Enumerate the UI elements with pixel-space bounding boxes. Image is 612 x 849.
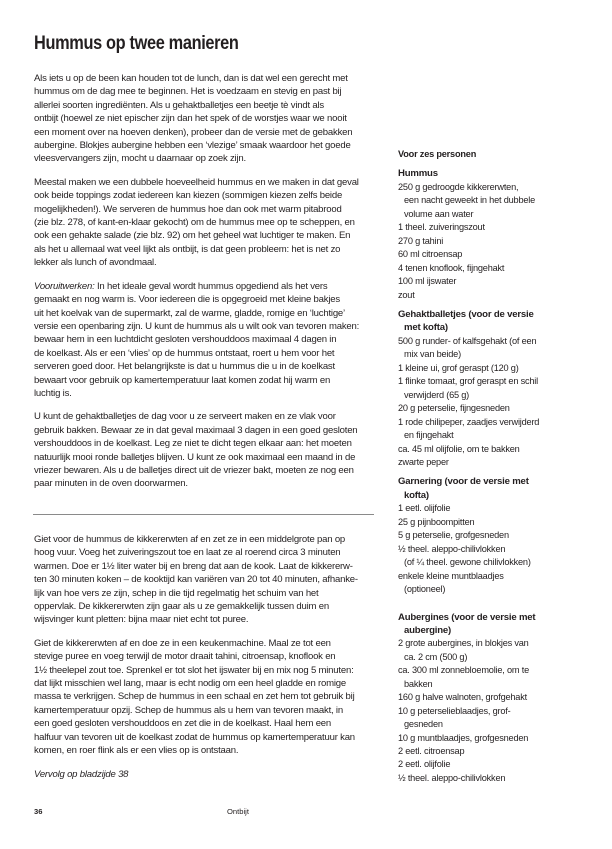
ingredient-item: [398, 570, 598, 597]
ingredient-item: [398, 705, 598, 732]
text-line: vleesvervangers zijn, mocht u daarnaar op zoek zijn.: [34, 153, 246, 165]
ingredient-item: [398, 416, 598, 443]
intro-paragraph: [34, 410, 414, 490]
ingredient-continuation: en fijngehakt: [404, 430, 454, 441]
text-line: gemaakt en nog warm is. Voor iedereen die is opgegroeid met kleine bakjes: [34, 294, 340, 306]
ingredient-text: ½ theel. aleppo-chilivlokken: [398, 543, 506, 554]
ingredient-item: [398, 289, 598, 302]
ingredient-item: [398, 221, 598, 234]
method-step: [34, 533, 414, 627]
title-line: aubergine): [404, 624, 452, 636]
ingredient-item: [398, 664, 598, 691]
ingredient-continuation: verwijderd (65 g): [404, 389, 470, 400]
ingredient-group: [398, 475, 598, 596]
ingredient-group-title: [398, 308, 598, 335]
text-line: Giet de kikkererwten af en doe ze in een keukenmachine. Maal ze tot een: [34, 637, 331, 649]
ingredient-text: zout: [398, 289, 415, 300]
ingredient-text: ½ theel. aleppo-chilivlokken: [398, 772, 506, 783]
ingredient-text: 5 g peterselie, grofgesneden: [398, 530, 509, 541]
ingredient-item: [398, 181, 598, 221]
ingredient-continuation: gesneden: [404, 719, 443, 730]
text-line: wijsvinger kunt pletten: bijna maar niet echt tot puree.: [34, 614, 249, 626]
text-line: oppervlak. De kikkererwten zijn gaar als u ze gemakkelijk tussen duim en: [34, 601, 329, 613]
ingredient-item: [398, 691, 598, 704]
text-line: lijk van hoe vers ze zijn, schep in die tijd regelmatig het schuim van het: [34, 587, 319, 599]
ingredient-item: [398, 262, 598, 275]
text-line: U kunt de gehaktballetjes de dag voor u ze serveert maken en ze vlak voor: [34, 411, 336, 423]
text-line: paar minuten in de oven doorwarmen.: [34, 478, 188, 490]
ingredient-continuation: bakken: [404, 678, 433, 689]
text-line: bewaar hem in een luchtdicht gesloten vershouddoos maximaal 4 dagen in: [34, 334, 337, 346]
ingredient-text: 25 g pijnboompitten: [398, 516, 475, 527]
ingredient-item: [398, 745, 598, 758]
ingredient-continuation: ca. 2 cm (500 g): [404, 651, 468, 662]
lead-in: Vooruitwerken:: [34, 280, 95, 292]
ingredient-item: [398, 375, 598, 402]
ingredient-item: [398, 335, 598, 362]
text-line: uit het koelvak van de supermarkt, zal de warme, gladde, romige en ‘luchtige’: [34, 307, 345, 319]
method-text: [34, 533, 414, 791]
ingredient-groups: [398, 167, 598, 785]
text-line: Als iets u op de been kan houden tot de lunch, dan is dat wel een gerecht met: [34, 73, 348, 84]
text-line: hoog vuur. Voeg het zuiveringszout toe en laat ze al roerend circa 3 minuten: [34, 547, 341, 559]
make-ahead-paragraph: [34, 280, 414, 401]
ingredient-text: 160 g halve walnoten, grofgehakt: [398, 692, 527, 703]
intro-text: [34, 72, 414, 501]
ingredient-item: [398, 543, 598, 570]
ingredient-item: [398, 362, 598, 375]
text-line: versie een openbaring zijn. U kunt de hummus als u wilt ook van tevoren maken:: [34, 320, 360, 332]
title-line: Hummus: [398, 168, 438, 180]
serves-label: Voor zes personen: [398, 149, 477, 159]
ingredient-text: 1 flinke tomaat, grof geraspt en schil: [398, 376, 538, 387]
chapter-name: Ontbijt: [227, 807, 249, 816]
text-line: mogelijkheden!). We serveren de hummus hoe dan ook met warm pitabrood: [34, 203, 342, 215]
ingredient-item: [398, 275, 598, 288]
text-line: vriezer bewaren. Als u de balletjes direct uit de vriezer bakt, moeten ze nog een: [34, 464, 354, 476]
title-line: Gehaktballetjes (voor de versie: [398, 308, 534, 320]
ingredient-text: 10 g peterselieblaadjes, grof-: [398, 705, 511, 716]
ingredient-text: ca. 300 ml zonnebloemolie, om te: [398, 665, 529, 676]
ingredient-text: 20 g peterselie, fijngesneden: [398, 403, 510, 414]
ingredient-text: zwarte peper: [398, 456, 449, 467]
title-line: Garnering (voor de versie met: [398, 476, 529, 488]
ingredient-item: [398, 502, 598, 515]
ingredient-text: 10 g muntblaadjes, grofgesneden: [398, 732, 529, 743]
ingredient-continuation: (of ¼ theel. gewone chilivlokken): [404, 557, 531, 568]
ingredient-group-title: [398, 475, 598, 502]
ingredient-text: 2 eetl. olijfolie: [398, 759, 451, 770]
text-line: luchtig is.: [34, 387, 72, 399]
ingredient-text: 100 ml ijswater: [398, 276, 457, 287]
ingredient-text: 60 ml citroensap: [398, 249, 463, 260]
page-number: 36: [34, 807, 43, 816]
text-line: ontbijt (hoewel ze niet epischer zijn dan het spek of de worstjes waar we nooit: [34, 113, 347, 125]
ingredient-continuation: mix van beide): [404, 349, 461, 360]
text-line: als het u allemaal wat veel lijkt als ontbijt, is dat geen probleem: het is net zo: [34, 243, 341, 255]
ingredient-item: [398, 758, 598, 771]
ingredient-item: [398, 516, 598, 529]
ingredient-item: [398, 402, 598, 415]
text-line: warmen. Doe er 1½ liter water bij en breng dat aan de kook. Laat de kikkererw-: [34, 560, 353, 572]
ingredient-text: 4 tenen knoflook, fijngehakt: [398, 262, 505, 273]
method-step: [34, 637, 414, 758]
ingredient-text: 1 kleine ui, grof geraspt (120 g): [398, 362, 519, 373]
text-line: 1½ theelepel zout toe. Sprenkel er tot slot het ijswater bij en mix nog 5 minuten:: [34, 664, 354, 676]
text-line: halfuur van tevoren uit de koelkast zodat de hummus op kamertemperatuur kan: [34, 731, 355, 743]
ingredient-group: [398, 308, 598, 469]
ingredient-text: 250 g gedroogde kikkererwten,: [398, 181, 519, 192]
ingredient-text: 500 g runder- of kalfsgehakt (of een: [398, 335, 537, 346]
text-line: Giet voor de hummus de kikkererwten af en zet ze in een middelgrote pan op: [34, 534, 346, 545]
text-line: stevige puree en voeg terwijl de motor draait tahini, citroensap, knoflook en: [34, 651, 336, 663]
text-line-rest: In het ideale geval wordt hummus opgediend als het vers: [94, 280, 328, 292]
text-line: gebruik bakken. Bewaar ze in dat geval maximaal 3 dagen in een goed gesloten: [34, 424, 358, 436]
text-line: (zie blz. 278, of kant-en-klaar gekocht) om de hummus mee op te scheppen, en: [34, 217, 355, 229]
ingredient-group: [398, 611, 598, 786]
text-line: [34, 280, 414, 293]
text-line: een goed gesloten vershouddoos en zet die in de koelkast. Haal hem een: [34, 718, 332, 730]
ingredient-group-title: [398, 611, 598, 638]
text-line: een moment over na hoeven denken), probeer dan de versie met de gebakken: [34, 126, 353, 138]
text-line: kamertemperatuur opzij. Schep de hummus als u hem van tevoren maakt, in: [34, 704, 343, 716]
text-line: Meestal maken we een dubbele hoeveelheid hummus en we maken in dat geval: [34, 176, 359, 188]
text-line: allerlei soorten ingrediënten. Als u gehaktballetjes een beetje tè vindt als: [34, 99, 324, 111]
ingredient-item: [398, 443, 598, 456]
text-line: aubergine. Blokjes aubergine hebben een ‘vlezige’ smaak waardoor het goede: [34, 140, 351, 152]
text-line: dat lijkt misschien wel lang, maar is echt nodig om een heel gladde en romige: [34, 678, 347, 690]
ingredient-text: 2 eetl. citroensap: [398, 746, 465, 757]
ingredient-item: [398, 248, 598, 261]
text-line: natuurlijk mooi ronde balletjes blijven. U kunt ze ook maximaal een maand in de: [34, 451, 356, 463]
text-line: bewaart voor gebruik op kamertemperatuur laat komen zodat hij warm en: [34, 374, 331, 386]
text-line: ten 30 minuten koken – de kooktijd kan variëren van 20 tot 40 minuten, afhanke-: [34, 574, 358, 586]
ingredient-item: [398, 456, 598, 469]
title-line: Aubergines (voor de versie met: [398, 611, 536, 623]
ingredient-continuation: een nacht geweekt in het dubbele: [404, 195, 536, 206]
text-line: ook beide toppings zodat iedereen kan kiezen (sommigen kiezen zelfs beide: [34, 190, 343, 202]
section-divider: [33, 514, 374, 515]
text-line: komen, en roer flink als er een vlies op is ontstaan.: [34, 745, 239, 757]
ingredient-text: 270 g tahini: [398, 235, 444, 246]
ingredient-item: [398, 529, 598, 542]
title-line: kofta): [404, 489, 429, 501]
intro-paragraph: [34, 176, 414, 270]
ingredient-continuation: (optioneel): [404, 584, 446, 595]
recipe-title: Hummus op twee manieren: [34, 33, 239, 54]
ingredient-text: 1 theel. zuiveringszout: [398, 222, 485, 233]
ingredient-continuation: volume aan water: [404, 208, 474, 219]
continued-note: Vervolg op bladzijde 38: [34, 768, 129, 780]
text-line: de koelkast. Als er een ‘vlies’ op de hummus ontstaat, roert u hem voor het: [34, 347, 335, 359]
title-line: met kofta): [404, 322, 448, 334]
ingredient-text: ca. 45 ml olijfolie, om te bakken: [398, 443, 520, 454]
text-line: hummus om de dag mee te beginnen. Het is voedzaam en stevig en past bij: [34, 86, 342, 98]
ingredient-text: 1 eetl. olijfolie: [398, 503, 451, 514]
ingredient-text: enkele kleine muntblaadjes: [398, 570, 504, 581]
text-line: massa te verkrijgen. Schep de hummus in een schaal en zet hem tot gebruik bij: [34, 691, 355, 703]
ingredient-item: [398, 235, 598, 248]
ingredient-text: 2 grote aubergines, in blokjes van: [398, 638, 529, 649]
text-line: ook een gehakte salade (zie blz. 92) om het geheel wat luchtiger te maken. En: [34, 230, 351, 242]
text-line: lekker als lunch of avondmaal.: [34, 257, 157, 269]
intro-paragraph: [34, 72, 414, 166]
ingredient-group-title: [398, 167, 598, 180]
text-line: vershouddoos in de koelkast. Leg ze niet te dicht tegen elkaar aan: het moeten: [34, 438, 352, 450]
ingredient-text: 1 rode chilipeper, zaadjes verwijderd: [398, 416, 540, 427]
ingredient-item: [398, 732, 598, 745]
ingredient-item: [398, 772, 598, 785]
text-line: serveren goed door. Het belangrijkste is dat u hummus die u in de koelkast: [34, 361, 335, 373]
ingredients-list: [398, 148, 598, 791]
ingredient-item: [398, 637, 598, 664]
ingredient-group: [398, 167, 598, 302]
